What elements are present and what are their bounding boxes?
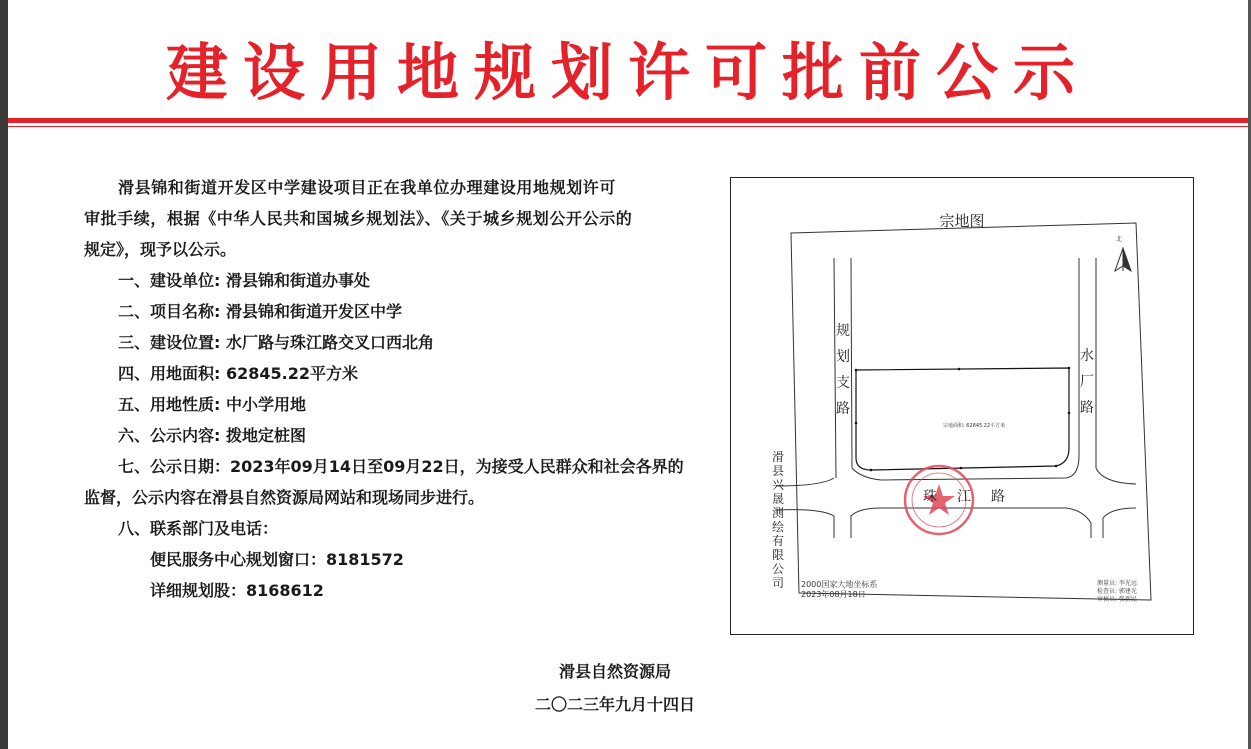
map-signoff: [1097, 580, 1137, 604]
signoff-surveyor: 测量员: 李光远: [1097, 580, 1137, 587]
intro-line-1: 滑县锦和街道开发区中学建设项目正在我单位办理建设用地规划许可: [118, 178, 617, 197]
contact-planning-section: 详细规划股：8168612: [150, 581, 324, 600]
notice-title: 建设用地规划许可批前公示: [165, 36, 1090, 109]
item-location: 三、建设位置: 水厂路与珠江路交叉口西北角: [118, 333, 434, 352]
item-project-name: 二、项目名称: 滑县锦和街道开发区中学: [118, 302, 402, 321]
parcel-boundary: [856, 368, 1069, 470]
item-date-line-1: 七、公示日期：2023年09月14日至09月22日，为接受人民群众和社会各界的: [118, 457, 684, 476]
item-land-area: 四、用地面积: 62845.22平方米: [118, 364, 358, 383]
notice-body: [84, 172, 704, 606]
surveyor-company: 滑县兴晟测绘有限公司: [771, 450, 784, 590]
signoff-checker: 检查员: 郭建光: [1097, 588, 1137, 595]
north-label: 北: [1116, 236, 1123, 243]
left-border: [0, 0, 8, 749]
survey-date: 2023年08月18日: [801, 590, 866, 599]
item-land-use: 五、用地性质: 中小学用地: [118, 395, 306, 414]
title-rule-thick: [8, 118, 1248, 123]
contact-service-center: 便民服务中心规划窗口：8181572: [150, 550, 404, 569]
left-road-edge-b: [851, 258, 852, 468]
intro-line-3: 规定》，现予以公示。: [84, 240, 237, 259]
bottom-road-bottom-right: [1103, 508, 1136, 538]
item-date-line-2: 监督，公示内容在滑县自然资源局网站和现场同步进行。: [84, 488, 485, 507]
item-construction-unit: 一、建设单位: 滑县锦和街道办事处: [118, 271, 370, 290]
parcel-map: [730, 177, 1194, 635]
item-content: 六、公示内容: 拨地定桩图: [118, 426, 306, 445]
road-label-left: 规划支路: [836, 323, 850, 417]
item-contact-heading: 八、联系部门及电话：: [118, 519, 279, 538]
signature-org: 滑县自然资源局: [558, 662, 671, 681]
parcel-map-drawing: [731, 178, 1193, 634]
signoff-reviewer: 审核员: 张新民: [1097, 596, 1137, 603]
map-coordinate-note: [801, 580, 877, 600]
road-label-bottom: 珠江路: [923, 489, 1025, 505]
bottom-road-top-right: [1096, 468, 1136, 484]
road-label-right: 水厂路: [1080, 348, 1094, 416]
title-rule-thin: [8, 126, 1248, 127]
coordinate-system: 2000国家大地坐标系: [801, 580, 878, 589]
north-arrow-icon: [1115, 248, 1131, 271]
boundary-pegs: [855, 367, 1071, 472]
map-title: 宗地图: [939, 212, 985, 230]
intro-line-2: 审批手续，根据《中华人民共和国城乡规划法》、《关于城乡规划公开公示的: [84, 209, 633, 228]
parcel-area-label: 宗地面积: 62845.22平方米: [943, 423, 1006, 429]
signature-date: 二〇二三年九月十四日: [534, 695, 695, 714]
signature-block: [520, 655, 710, 721]
